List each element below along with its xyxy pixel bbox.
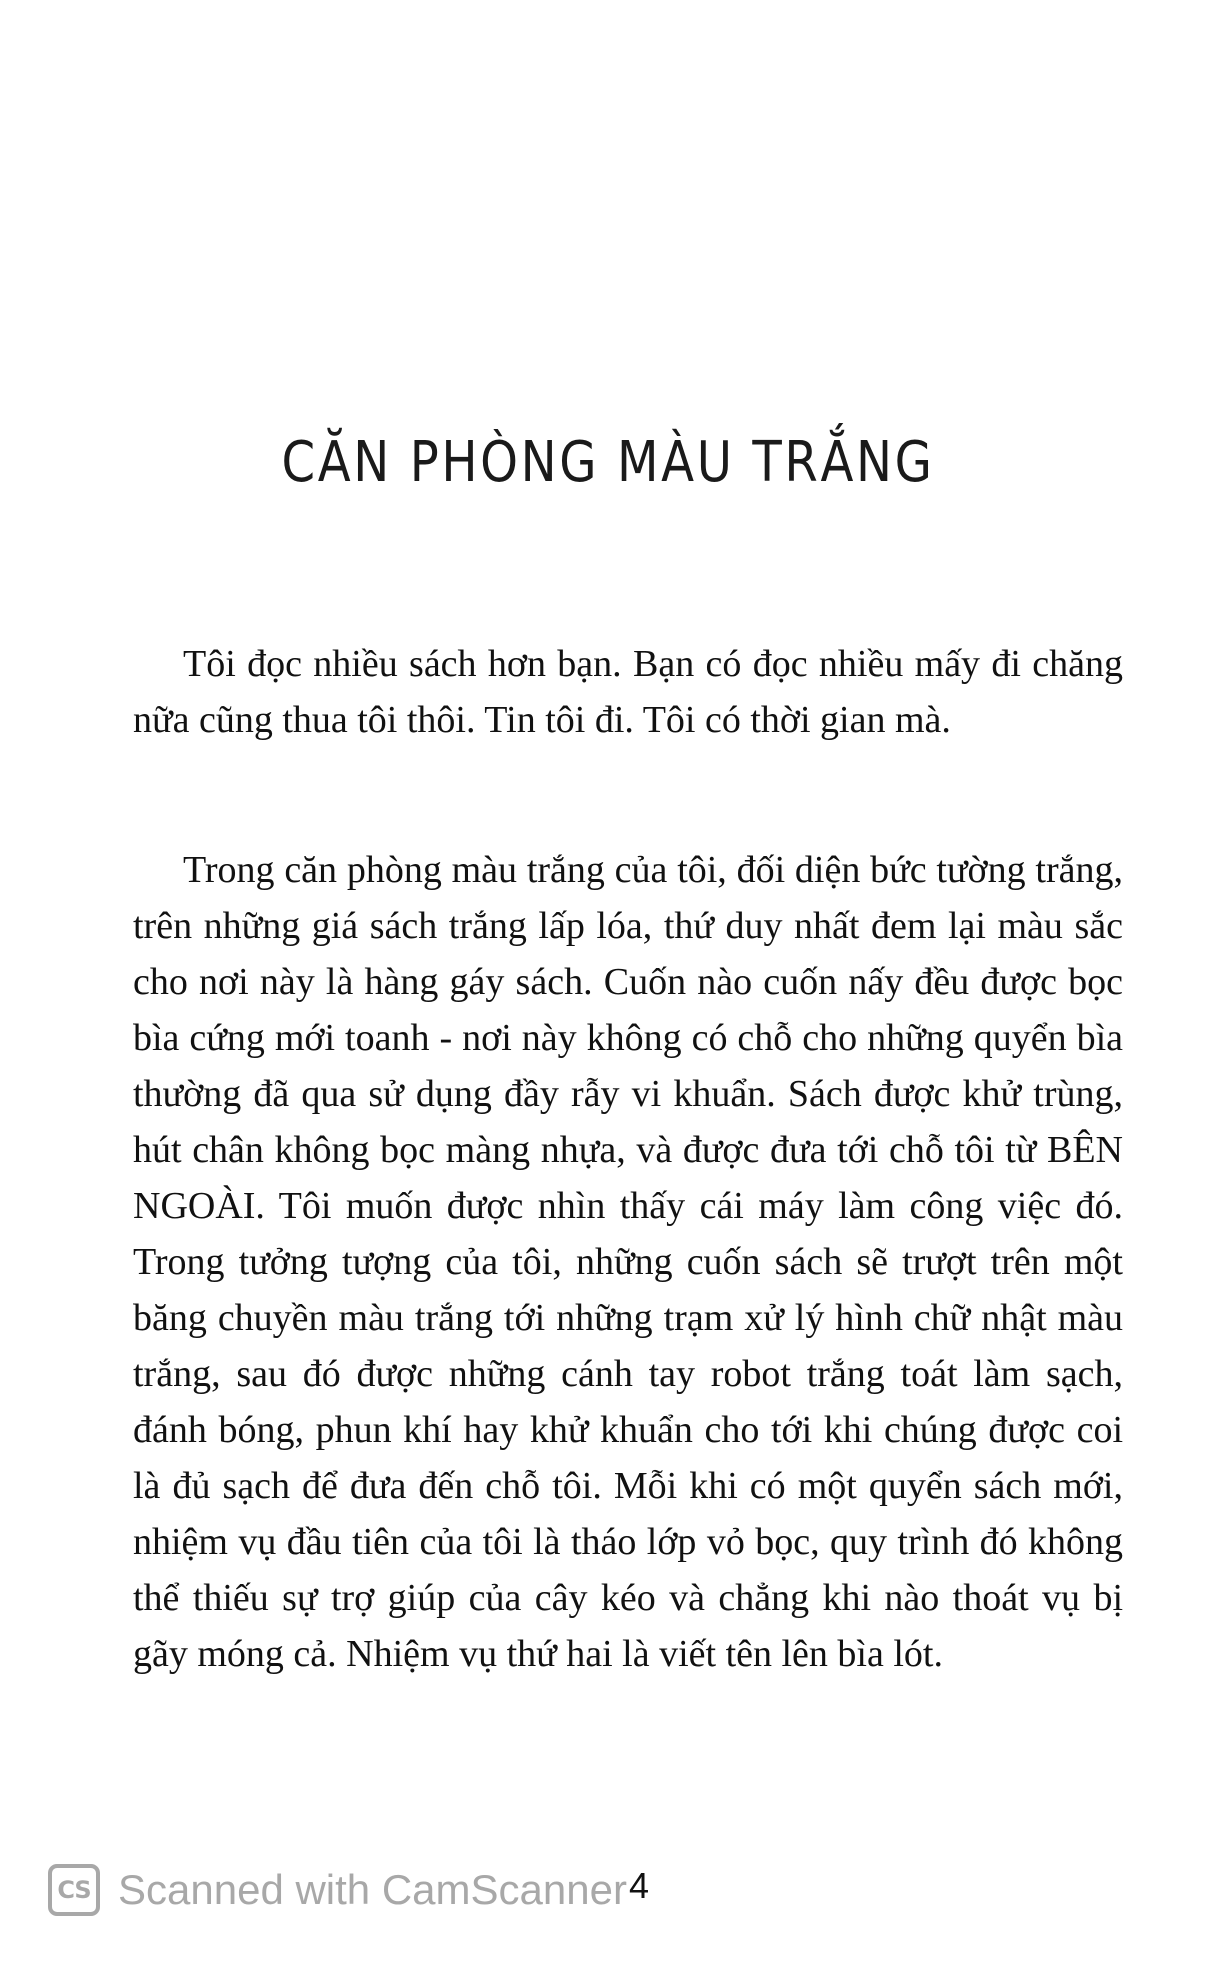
scan-footer — [48, 1858, 649, 1922]
camscanner-logo-icon: CS — [48, 1864, 100, 1916]
paragraph-1: Tôi đọc nhiều sách hơn bạn. Bạn có đọc nhiều mấy đi chăng nữa cũng thua tôi thôi. Tin tôi đi. Tôi có thời gian mà. — [133, 643, 1123, 741]
paragraph-2: Trong căn phòng màu trắng của tôi, đối diện bức tường trắng, trên những giá sách trắng lấp lóa, thứ duy nhất đem lại màu sắc cho nơi này là hàng gáy sách. Cuốn nào cuốn nấy đều được bọc bìa cứng mới toanh - nơi này không có chỗ cho những quyển bìa thường đã qua sử dụng đầy rẫy vi khuẩn. Sách được khử trùng, hút chân không bọc màng nhựa, và được đưa tới chỗ tôi từ BÊN NGOÀI. Tôi muốn được nhìn thấy cái máy làm công việc đó. Trong tưởng tượng của tôi, những cuốn sách sẽ trượt trên một băng chuyền màu trắng tới những trạm xử lý hình chữ nhật màu trắng, sau đó được những cánh tay robot trắng toát làm sạch, đánh bóng, phun khí hay khử khuẩn cho tới khi chúng được coi là đủ sạch để đưa đến chỗ tôi. Mỗi khi có một quyển sách mới, nhiệm vụ đầu tiên của tôi là tháo lớp vỏ bọc, quy trình đó không thể thiếu sự trợ giúp của cây kéo và chẳng khi nào thoát vụ bị gãy móng cả. Nhiệm vụ thứ hai là viết tên lên bìa lót. — [133, 849, 1123, 1675]
chapter-title: CĂN PHÒNG MÀU TRẮNG — [281, 430, 935, 495]
scanner-watermark: Scanned with CamScanner — [118, 1866, 627, 1913]
page-number: 4 — [628, 1865, 649, 1906]
